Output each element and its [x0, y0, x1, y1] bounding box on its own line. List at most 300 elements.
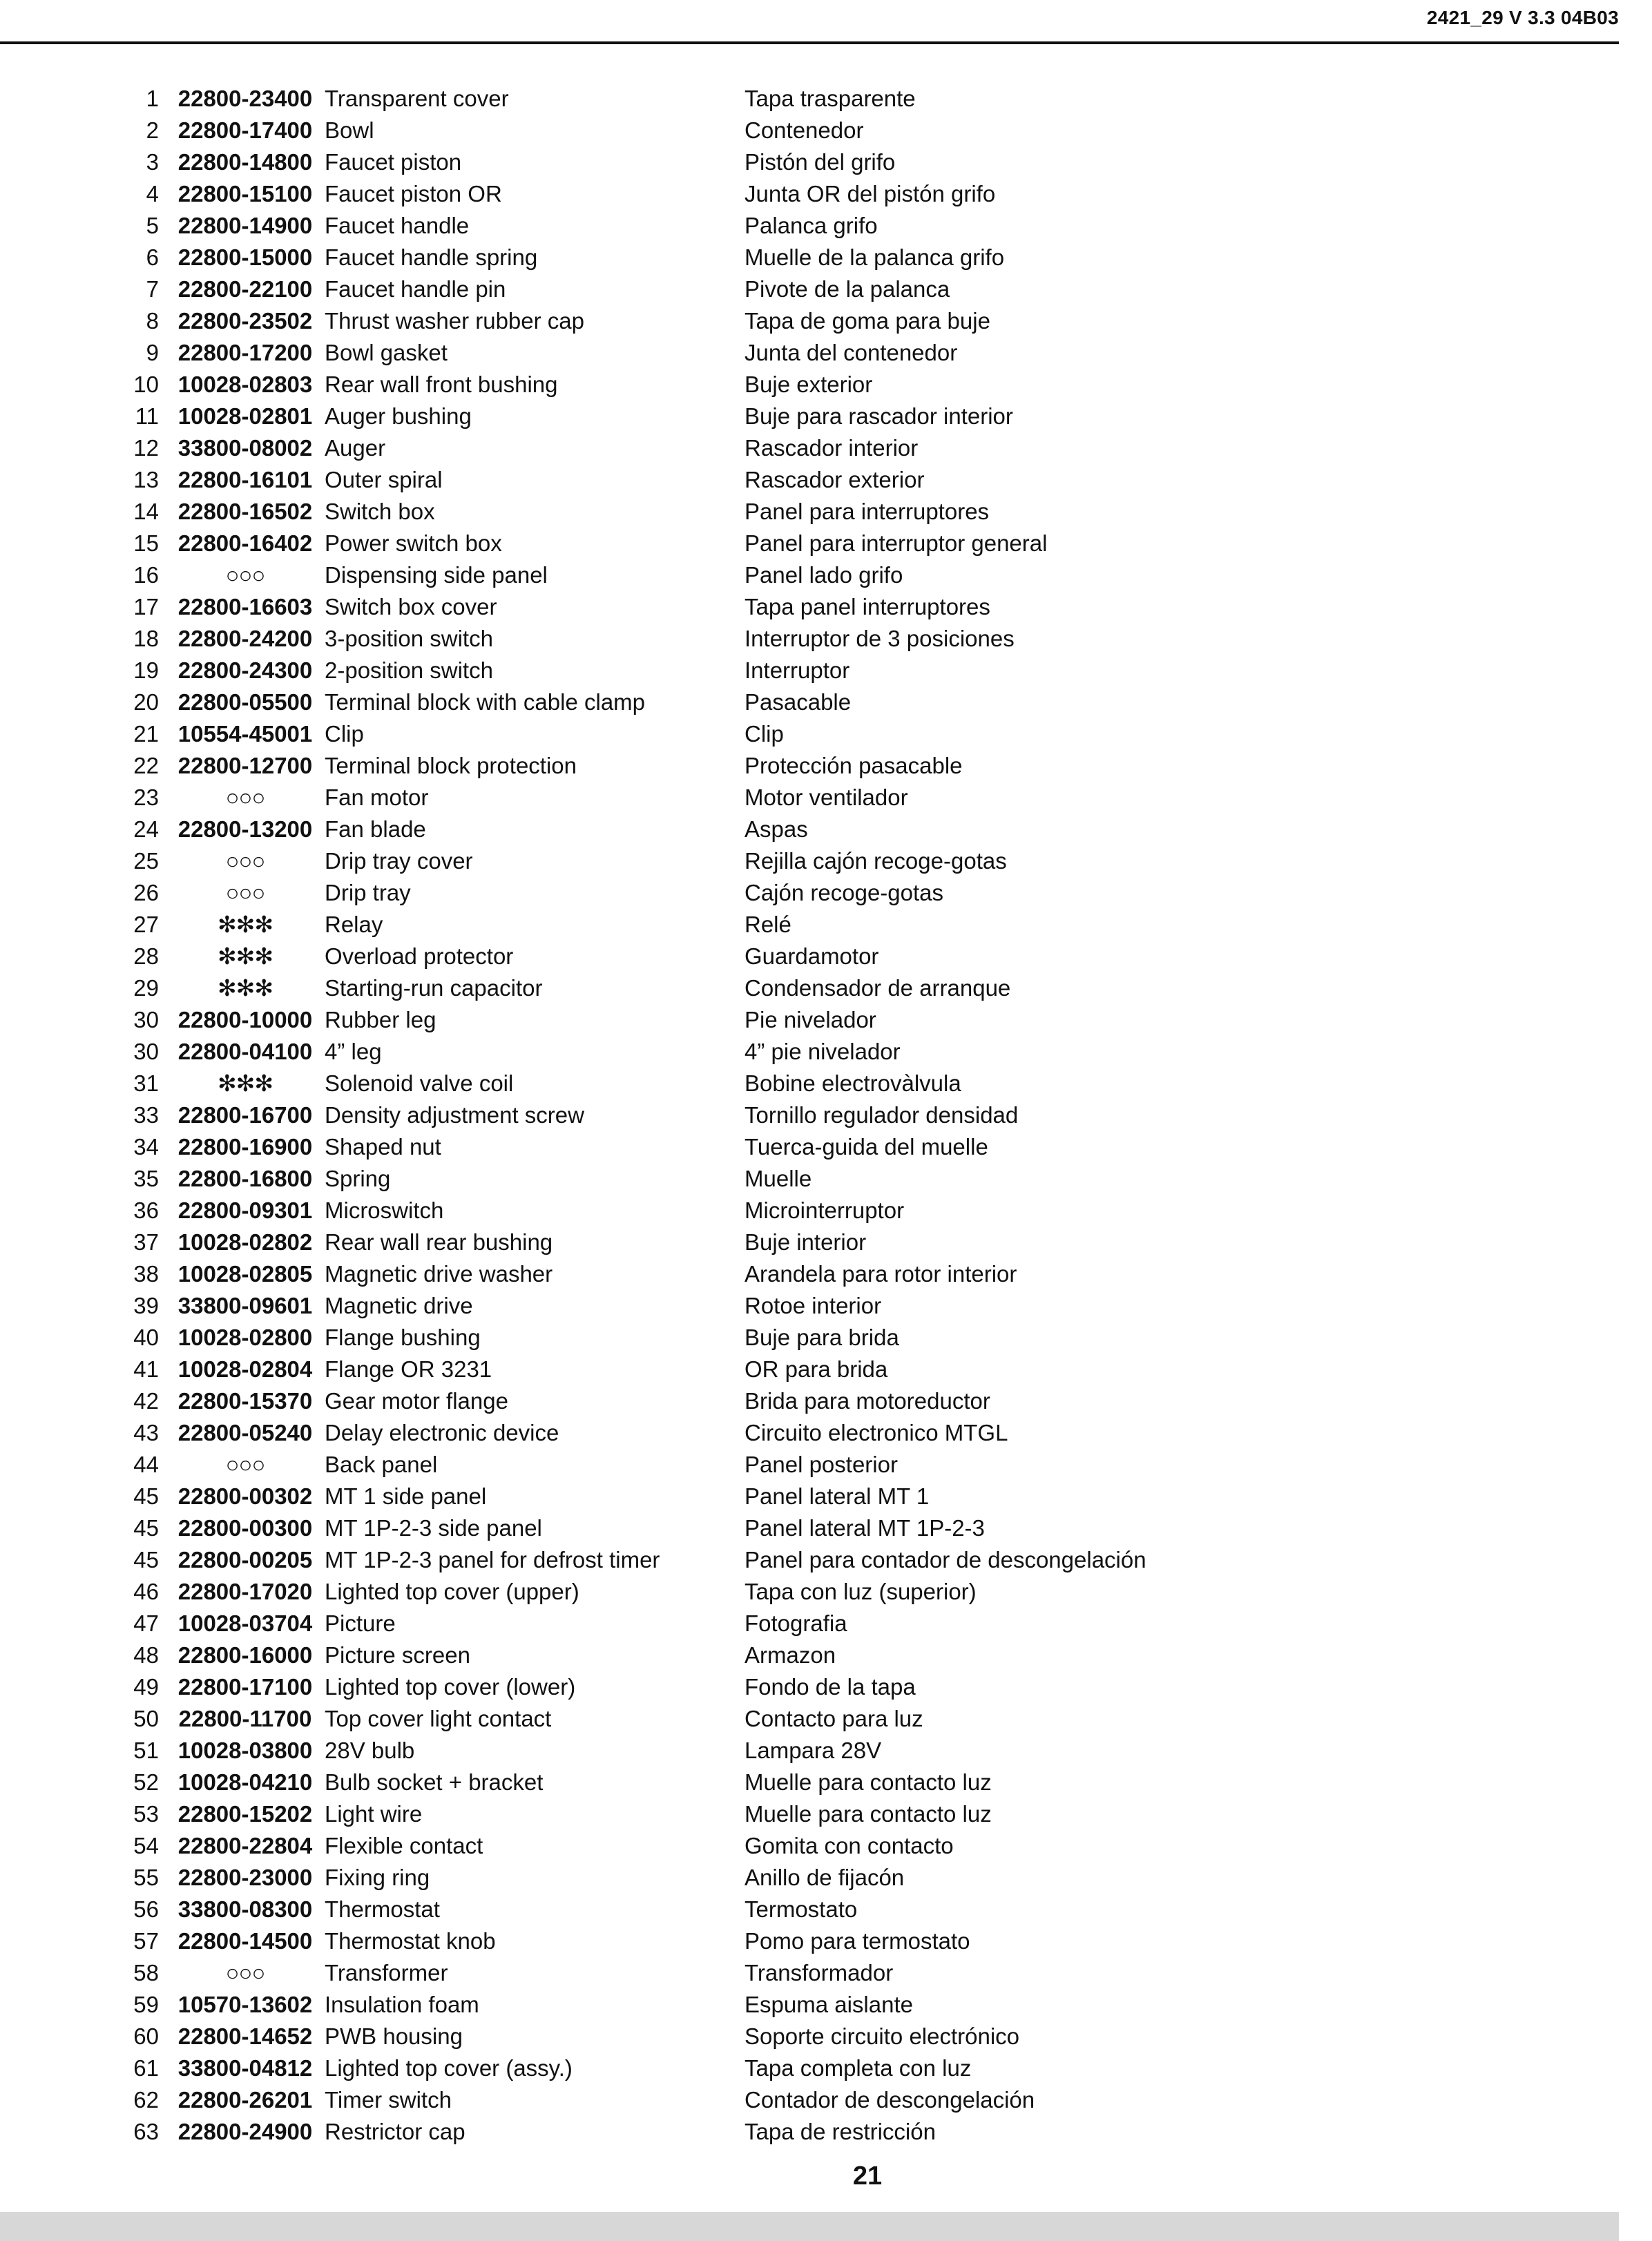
part-number: 30 [133, 1007, 159, 1032]
part-code: 22800-22804 [177, 1833, 313, 1858]
part-code: ✻✻✻ [218, 975, 273, 1001]
part-number: 42 [133, 1388, 159, 1414]
part-code: 22800-23400 [177, 86, 313, 111]
part-description-es: Anillo de fijacón [745, 1865, 905, 1890]
parts-row [0, 655, 1619, 686]
part-description-en: Clip [325, 721, 364, 747]
part-number: 45 [133, 1547, 159, 1572]
header-divider [0, 41, 1619, 44]
parts-row [0, 623, 1619, 655]
part-description-en: Picture screen [325, 1642, 470, 1668]
part-code: ○○○ [225, 848, 265, 874]
part-description-en: MT 1P-2-3 panel for defrost timer [325, 1547, 660, 1572]
part-description-en: PWB housing [325, 2023, 463, 2049]
part-code: 10028-02805 [177, 1261, 313, 1287]
part-description-en: Top cover light contact [325, 1706, 552, 1731]
part-description-en: MT 1P-2-3 side panel [325, 1515, 542, 1541]
part-description-es: Brida para motoreductor [745, 1388, 990, 1414]
part-description-en: Terminal block protection [325, 753, 577, 778]
part-code: 22800-15202 [177, 1801, 313, 1827]
part-code: ○○○ [225, 880, 265, 905]
part-description-es: Clip [745, 721, 784, 747]
part-code: 22800-15370 [177, 1388, 313, 1414]
part-number: 26 [133, 880, 159, 905]
part-description-es: Muelle de la palanca grifo [745, 244, 1005, 270]
part-code: 22800-04100 [177, 1039, 313, 1064]
part-description-en: Faucet piston OR [325, 181, 502, 206]
part-number: 61 [133, 2055, 159, 2081]
parts-list [0, 83, 1619, 2148]
part-code: 22800-17200 [177, 340, 313, 365]
part-number: 41 [133, 1356, 159, 1382]
part-number: 27 [133, 912, 159, 937]
part-code: 10028-04210 [177, 1769, 313, 1795]
part-number: 1 [146, 86, 159, 111]
part-code: 10028-03800 [177, 1738, 313, 1763]
part-code: 33800-08300 [177, 1896, 313, 1922]
part-description-es: Armazon [745, 1642, 836, 1668]
part-number: 49 [133, 1674, 159, 1700]
parts-row [0, 146, 1619, 178]
part-code: 22800-14900 [177, 213, 313, 238]
part-description-en: Shaped nut [325, 1134, 441, 1160]
part-code: 22800-16700 [177, 1102, 313, 1128]
part-code: 22800-16402 [177, 530, 313, 556]
part-code: 22800-17400 [177, 117, 313, 143]
parts-row [0, 1894, 1619, 1925]
part-description-en: Lighted top cover (upper) [325, 1579, 579, 1604]
part-code: 22800-15100 [177, 181, 313, 206]
parts-row [0, 83, 1619, 115]
parts-row [0, 1004, 1619, 1036]
part-description-es: Panel lateral MT 1 [745, 1483, 930, 1509]
parts-row [0, 1036, 1619, 1068]
part-number: 12 [133, 435, 159, 461]
part-code: 10554-45001 [177, 721, 313, 747]
parts-row [0, 528, 1619, 559]
part-code: ✻✻✻ [218, 1070, 273, 1096]
part-code: ○○○ [225, 1960, 265, 1985]
part-description-es: Buje exterior [745, 372, 873, 397]
parts-row [0, 1385, 1619, 1417]
part-description-es: Panel para contador de descongelación [745, 1547, 1146, 1572]
part-description-en: Lighted top cover (assy.) [325, 2055, 573, 2081]
part-description-es: 4” pie nivelador [745, 1039, 901, 1064]
part-code: 22800-00300 [177, 1515, 313, 1541]
part-number: 57 [133, 1928, 159, 1954]
part-number: 38 [133, 1261, 159, 1287]
part-description-en: Thermostat knob [325, 1928, 496, 1954]
part-code: 22800-22100 [177, 276, 313, 302]
parts-row [0, 1163, 1619, 1195]
part-number: 8 [146, 308, 159, 334]
part-number: 50 [133, 1706, 159, 1731]
part-number: 45 [133, 1483, 159, 1509]
parts-row [0, 1544, 1619, 1576]
parts-row [0, 1767, 1619, 1798]
part-description-es: Tornillo regulador densidad [745, 1102, 1019, 1128]
part-description-en: Starting-run capacitor [325, 975, 543, 1001]
part-code: 22800-24900 [177, 2119, 313, 2144]
part-description-es: Panel para interruptor general [745, 530, 1048, 556]
part-number: 48 [133, 1642, 159, 1668]
part-code: 22800-05240 [177, 1420, 313, 1445]
part-description-es: Cajón recoge-gotas [745, 880, 944, 905]
part-code: 22800-14652 [177, 2023, 313, 2049]
part-code: 22800-16000 [177, 1642, 313, 1668]
part-number: 29 [133, 975, 159, 1001]
parts-row [0, 1354, 1619, 1385]
part-number: 34 [133, 1134, 159, 1160]
part-code: ○○○ [225, 1452, 265, 1477]
part-description-es: Rejilla cajón recoge-gotas [745, 848, 1007, 874]
part-description-es: Buje para brida [745, 1325, 899, 1350]
part-description-es: Tapa trasparente [745, 86, 916, 111]
parts-row [0, 559, 1619, 591]
part-description-en: Auger bushing [325, 403, 472, 429]
part-description-es: Buje interior [745, 1229, 867, 1255]
part-number: 59 [133, 1992, 159, 2017]
part-description-en: Delay electronic device [325, 1420, 559, 1445]
part-description-en: Switch box cover [325, 594, 497, 619]
part-description-es: Transformador [745, 1960, 894, 1985]
parts-row [0, 941, 1619, 972]
part-number: 11 [135, 403, 159, 429]
part-number: 14 [133, 499, 159, 524]
part-description-en: Fixing ring [325, 1865, 430, 1890]
parts-row [0, 1195, 1619, 1227]
part-description-en: Fan blade [325, 816, 426, 842]
part-description-en: Relay [325, 912, 383, 937]
part-description-en: Faucet handle pin [325, 276, 506, 302]
part-code: 10570-13602 [177, 1992, 313, 2017]
part-description-en: Transformer [325, 1960, 448, 1985]
parts-row [0, 178, 1619, 210]
part-number: 6 [146, 244, 159, 270]
part-description-en: 2-position switch [325, 657, 493, 683]
part-code: 22800-14500 [177, 1928, 313, 1954]
parts-row [0, 496, 1619, 528]
part-description-en: Rear wall front bushing [325, 372, 558, 397]
part-number: 3 [146, 149, 159, 175]
parts-row [0, 369, 1619, 401]
part-number: 22 [133, 753, 159, 778]
part-description-es: Lampara 28V [745, 1738, 882, 1763]
parts-row [0, 909, 1619, 941]
part-number: 53 [133, 1801, 159, 1827]
part-description-es: Muelle para contacto luz [745, 1769, 992, 1795]
part-code: 22800-16502 [177, 499, 313, 524]
part-description-es: Pivote de la palanca [745, 276, 950, 302]
part-description-es: Soporte circuito electrónico [745, 2023, 1020, 2049]
part-description-en: 28V bulb [325, 1738, 415, 1763]
parts-row [0, 877, 1619, 909]
parts-row [0, 1608, 1619, 1639]
part-description-en: Rear wall rear bushing [325, 1229, 553, 1255]
part-number: 21 [133, 721, 159, 747]
part-number: 52 [133, 1769, 159, 1795]
parts-row [0, 2021, 1619, 2052]
part-code: ✻✻✻ [218, 912, 273, 937]
page-number: 21 [852, 2162, 883, 2191]
parts-row [0, 337, 1619, 369]
parts-row [0, 1862, 1619, 1894]
parts-row [0, 1576, 1619, 1608]
part-description-es: Rotoe interior [745, 1293, 882, 1318]
part-number: 19 [133, 657, 159, 683]
part-number: 44 [133, 1452, 159, 1477]
footer-band [0, 2212, 1619, 2241]
part-code: 22800-15000 [177, 244, 313, 270]
parts-row [0, 814, 1619, 845]
part-description-en: Bowl [325, 117, 374, 143]
part-number: 30 [133, 1039, 159, 1064]
part-description-es: Contacto para luz [745, 1706, 923, 1731]
part-description-es: Relé [745, 912, 791, 937]
parts-row [0, 1639, 1619, 1671]
part-number: 40 [133, 1325, 159, 1350]
part-code: 10028-02802 [177, 1229, 313, 1255]
part-description-es: Pistón del grifo [745, 149, 896, 175]
part-code: 22800-14800 [177, 149, 313, 175]
part-number: 47 [133, 1610, 159, 1636]
part-description-es: Rascador interior [745, 435, 919, 461]
parts-row [0, 972, 1619, 1004]
parts-row [0, 1290, 1619, 1322]
part-description-en: Fan motor [325, 785, 429, 810]
part-code: 10028-02800 [177, 1325, 313, 1350]
part-description-es: Condensador de arranque [745, 975, 1011, 1001]
part-description-en: Restrictor cap [325, 2119, 465, 2144]
part-description-en: Overload protector [325, 943, 514, 969]
part-number: 43 [133, 1420, 159, 1445]
part-description-en: Microswitch [325, 1198, 444, 1223]
parts-row [0, 750, 1619, 782]
parts-row [0, 1131, 1619, 1163]
part-description-es: Arandela para rotor interior [745, 1261, 1017, 1287]
parts-row [0, 1417, 1619, 1449]
parts-row [0, 2084, 1619, 2116]
part-code: 22800-23502 [177, 308, 313, 334]
parts-row [0, 1099, 1619, 1131]
part-code: 22800-11700 [178, 1706, 312, 1731]
part-description-en: Magnetic drive [325, 1293, 473, 1318]
part-number: 58 [133, 1960, 159, 1985]
part-description-en: Transparent cover [325, 86, 509, 111]
part-code: 22800-16900 [177, 1134, 313, 1160]
parts-row [0, 2052, 1619, 2084]
parts-row [0, 1449, 1619, 1481]
part-code: 10028-03704 [177, 1610, 313, 1636]
parts-row [0, 686, 1619, 718]
parts-row [0, 845, 1619, 877]
part-description-es: Contenedor [745, 117, 864, 143]
part-code: 33800-08002 [177, 435, 313, 461]
part-code: 10028-02804 [177, 1356, 313, 1382]
part-description-en: Bulb socket + bracket [325, 1769, 544, 1795]
parts-row [0, 1512, 1619, 1544]
part-code: 22800-26201 [177, 2087, 313, 2113]
part-description-es: Junta del contenedor [745, 340, 958, 365]
part-number: 31 [133, 1070, 159, 1096]
part-description-es: Termostato [745, 1896, 858, 1922]
part-description-en: Solenoid valve coil [325, 1070, 514, 1096]
part-description-en: Switch box [325, 499, 435, 524]
parts-row [0, 210, 1619, 242]
part-number: 13 [133, 467, 159, 492]
part-number: 60 [133, 2023, 159, 2049]
part-code: 22800-16603 [177, 594, 313, 619]
part-number: 9 [146, 340, 159, 365]
part-description-en: Flange OR 3231 [325, 1356, 492, 1382]
parts-row [0, 1925, 1619, 1957]
part-number: 15 [133, 530, 159, 556]
part-number: 54 [133, 1833, 159, 1858]
part-code: 22800-10000 [177, 1007, 313, 1032]
part-number: 17 [133, 594, 159, 619]
part-description-en: Flange bushing [325, 1325, 481, 1350]
part-description-es: Panel para interruptores [745, 499, 990, 524]
part-description-es: Bobine electrovàlvula [745, 1070, 961, 1096]
part-description-es: Microinterruptor [745, 1198, 905, 1223]
parts-row [0, 1830, 1619, 1862]
part-description-es: Buje para rascador interior [745, 403, 1013, 429]
part-description-en: Rubber leg [325, 1007, 436, 1032]
part-code: ○○○ [225, 785, 265, 810]
part-number: 28 [133, 943, 159, 969]
parts-row [0, 1703, 1619, 1735]
part-description-es: Pie nivelador [745, 1007, 876, 1032]
parts-row [0, 1957, 1619, 1989]
part-code: 33800-09601 [177, 1293, 313, 1318]
parts-row [0, 1671, 1619, 1703]
part-code: 22800-00302 [177, 1483, 313, 1509]
part-description-es: Gomita con contacto [745, 1833, 954, 1858]
part-number: 39 [133, 1293, 159, 1318]
part-description-en: Bowl gasket [325, 340, 448, 365]
parts-row [0, 115, 1619, 146]
parts-row [0, 305, 1619, 337]
part-description-es: Protección pasacable [745, 753, 963, 778]
parts-row [0, 1068, 1619, 1099]
part-code: 22800-24300 [177, 657, 313, 683]
part-description-en: Flexible contact [325, 1833, 483, 1858]
part-number: 56 [133, 1896, 159, 1922]
part-description-es: Contador de descongelación [745, 2087, 1035, 2113]
part-description-es: Panel lateral MT 1P-2-3 [745, 1515, 985, 1541]
part-code: 22800-09301 [177, 1198, 313, 1223]
part-code: 22800-16101 [177, 467, 313, 492]
part-number: 4 [146, 181, 159, 206]
part-number: 33 [133, 1102, 159, 1128]
part-description-en: 3-position switch [325, 626, 493, 651]
part-description-es: Palanca grifo [745, 213, 878, 238]
part-description-es: Fotografia [745, 1610, 847, 1636]
parts-row [0, 1258, 1619, 1290]
parts-row [0, 401, 1619, 432]
parts-row [0, 464, 1619, 496]
parts-row [0, 1227, 1619, 1258]
part-description-es: Tapa completa con luz [745, 2055, 972, 2081]
part-description-en: Auger [325, 435, 386, 461]
document-code: 2421_29 V 3.3 04B03 [1426, 7, 1619, 28]
part-description-es: Motor ventilador [745, 785, 908, 810]
parts-row [0, 432, 1619, 464]
part-description-en: Drip tray [325, 880, 411, 905]
part-code: 22800-24200 [177, 626, 313, 651]
parts-row [0, 1735, 1619, 1767]
part-number: 25 [133, 848, 159, 874]
part-description-es: Panel lado grifo [745, 562, 903, 588]
part-number: 18 [133, 626, 159, 651]
part-description-en: Outer spiral [325, 467, 443, 492]
part-description-en: Insulation foam [325, 1992, 479, 2017]
part-code: 22800-13200 [177, 816, 313, 842]
part-number: 36 [133, 1198, 159, 1223]
part-description-es: Tapa de restricción [745, 2119, 936, 2144]
part-description-es: Tapa con luz (superior) [745, 1579, 977, 1604]
part-number: 24 [133, 816, 159, 842]
part-description-es: OR para brida [745, 1356, 888, 1382]
part-description-en: Lighted top cover (lower) [325, 1674, 576, 1700]
part-number: 46 [133, 1579, 159, 1604]
part-description-en: Dispensing side panel [325, 562, 548, 588]
parts-row [0, 718, 1619, 750]
part-description-es: Guardamotor [745, 943, 879, 969]
part-description-es: Panel posterior [745, 1452, 898, 1477]
part-description-es: Pasacable [745, 689, 852, 715]
part-code: 22800-05500 [177, 689, 313, 715]
parts-row [0, 1989, 1619, 2021]
part-description-en: Density adjustment screw [325, 1102, 584, 1128]
part-number: 35 [133, 1166, 159, 1191]
part-description-en: Gear motor flange [325, 1388, 508, 1414]
part-description-en: Power switch box [325, 530, 502, 556]
part-description-es: Junta OR del pistón grifo [745, 181, 996, 206]
part-number: 5 [146, 213, 159, 238]
part-description-en: Thermostat [325, 1896, 440, 1922]
part-code: 22800-17100 [177, 1674, 313, 1700]
part-description-en: Faucet piston [325, 149, 462, 175]
part-description-es: Pomo para termostato [745, 1928, 970, 1954]
parts-row [0, 242, 1619, 273]
part-description-es: Muelle [745, 1166, 812, 1191]
part-number: 16 [133, 562, 159, 588]
part-code: ○○○ [225, 562, 265, 588]
part-description-es: Tapa panel interruptores [745, 594, 990, 619]
part-number: 55 [133, 1865, 159, 1890]
part-description-es: Muelle para contacto luz [745, 1801, 992, 1827]
part-number: 37 [133, 1229, 159, 1255]
part-number: 51 [133, 1738, 159, 1763]
part-description-en: Faucet handle [325, 213, 470, 238]
part-number: 10 [133, 372, 159, 397]
part-description-en: Faucet handle spring [325, 244, 538, 270]
parts-row [0, 591, 1619, 623]
part-description-en: 4” leg [325, 1039, 382, 1064]
part-number: 63 [133, 2119, 159, 2144]
parts-row [0, 273, 1619, 305]
part-description-en: Drip tray cover [325, 848, 473, 874]
part-description-en: Timer switch [325, 2087, 452, 2113]
part-code: 22800-00205 [177, 1547, 313, 1572]
part-description-en: Spring [325, 1166, 391, 1191]
part-description-en: Thrust washer rubber cap [325, 308, 585, 334]
parts-row [0, 1481, 1619, 1512]
part-description-es: Espuma aislante [745, 1992, 913, 2017]
part-description-es: Rascador exterior [745, 467, 925, 492]
part-number: 20 [133, 689, 159, 715]
